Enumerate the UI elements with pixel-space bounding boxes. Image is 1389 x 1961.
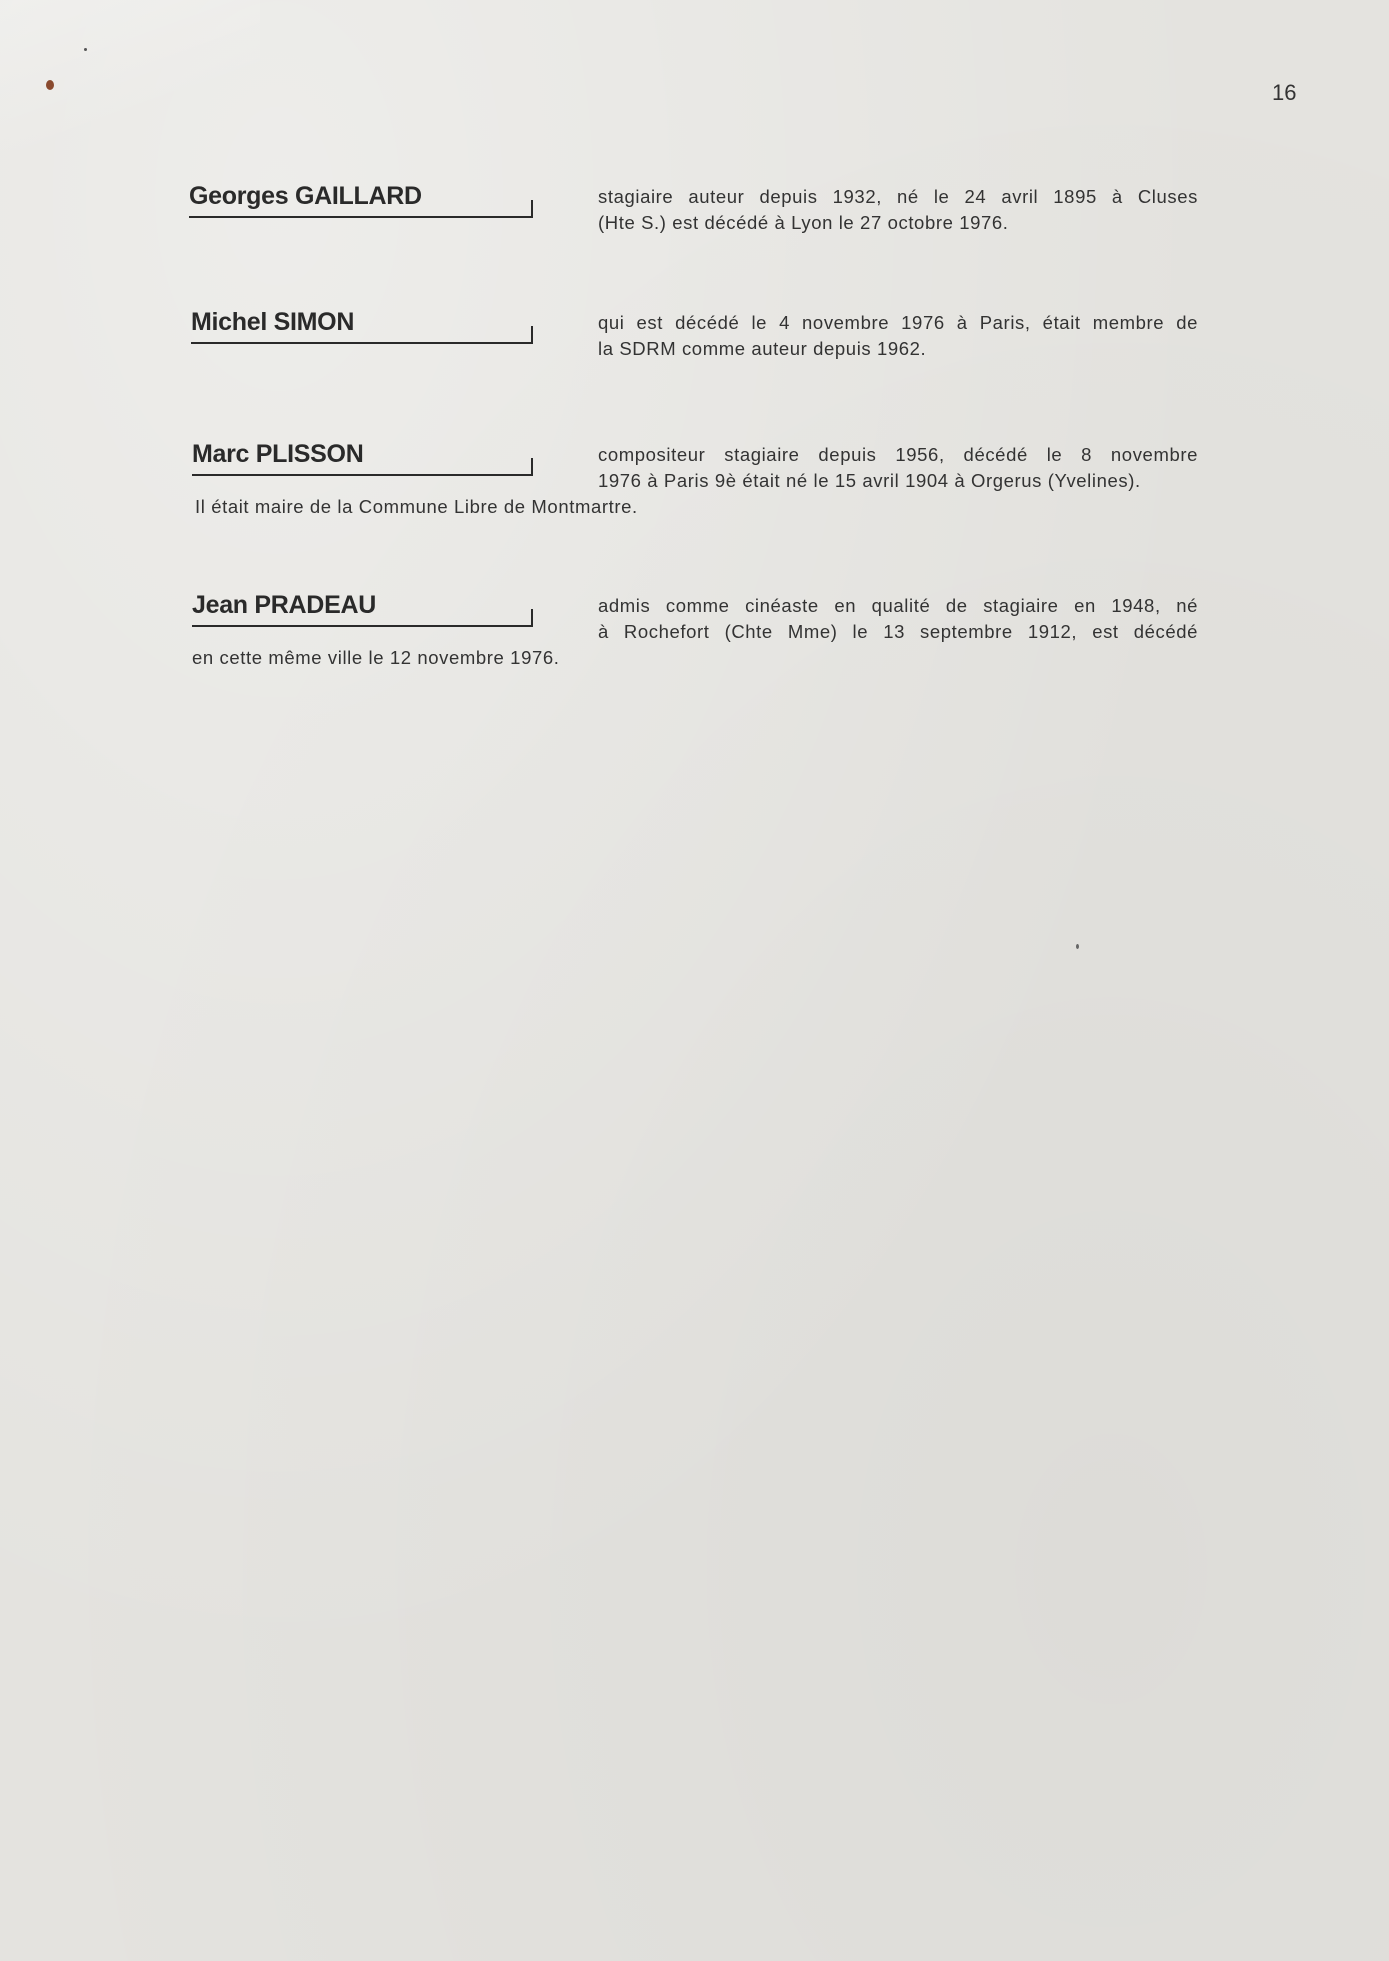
entry-description: [598, 184, 1198, 236]
entry-continuation: en cette même ville le 12 novembre 1976.: [192, 647, 560, 668]
description-line: stagiaire auteur depuis 1932, né le 24 avril 1895 à Cluses: [598, 186, 1198, 207]
name-block: [189, 176, 533, 218]
entry-description: [598, 442, 1198, 494]
entry-continuation: Il était maire de la Commune Libre de Montmartre.: [195, 496, 638, 517]
person-name: Marc PLISSON: [192, 440, 364, 468]
name-block: [192, 434, 533, 476]
description-line: (Hte S.) est décédé à Lyon le 27 octobre 1976.: [598, 212, 1009, 233]
entry-description: [598, 593, 1198, 645]
description-line: qui est décédé le 4 novembre 1976 à Paris, était membre de: [598, 312, 1198, 333]
description-line: compositeur stagiaire depuis 1956, décédé le 8 novembre: [598, 444, 1198, 465]
entry-description: [598, 310, 1198, 362]
description-line: 1976 à Paris 9è était né le 15 avril 1904 à Orgerus (Yvelines).: [598, 470, 1141, 491]
person-name: Michel SIMON: [191, 308, 355, 336]
description-line: la SDRM comme auteur depuis 1962.: [598, 338, 927, 359]
name-block: [192, 585, 533, 627]
paper-fold-highlight: [0, 0, 260, 150]
stain-mark: [84, 48, 87, 51]
name-block: [191, 302, 533, 344]
description-line: à Rochefort (Chte Mme) le 13 septembre 1912, est décédé: [598, 621, 1198, 642]
page-number: 16: [1272, 80, 1297, 105]
stain-mark: [46, 80, 54, 90]
description-line: admis comme cinéaste en qualité de stagiaire en 1948, né: [598, 595, 1198, 616]
stain-mark: [1076, 944, 1079, 949]
person-name: Jean PRADEAU: [192, 591, 376, 619]
person-name: Georges GAILLARD: [189, 182, 422, 210]
